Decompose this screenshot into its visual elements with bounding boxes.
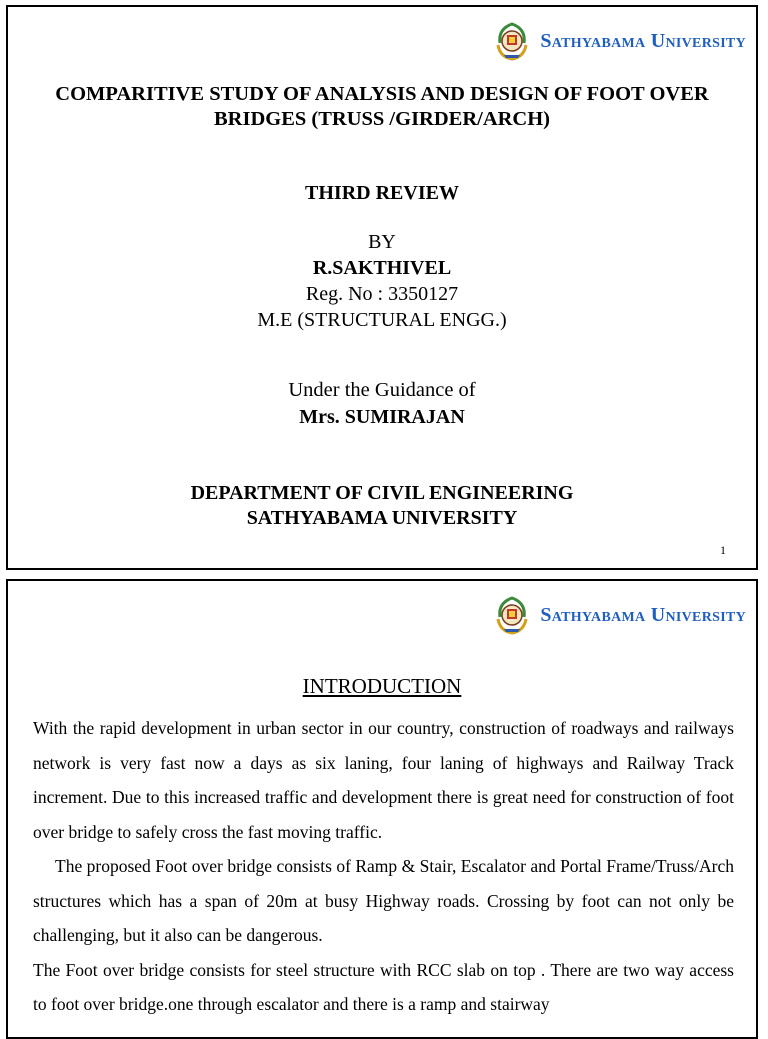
student-name: R.SAKTHIVEL — [312, 257, 452, 279]
paragraph: The proposed Foot over bridge consists of Ramp & Stair, Escalator and Portal Frame/Truss/Arch structures which has a span of 20m at busy Highway roads. Crossing by foot can not only be challenging, but it also can be dangerous. — [33, 856, 734, 945]
university-name: Sathyabama University — [540, 603, 746, 626]
introduction-slide — [6, 579, 758, 1039]
section-heading: INTRODUCTION — [302, 674, 462, 698]
university-name: Sathyabama University — [540, 29, 746, 52]
university-brand — [494, 21, 746, 61]
paragraph: With the rapid development in urban sector in our country, construction of roadways and railways network is very fast now a days as six laning, four laning of highways and Railway Track increment. Due to this increased traffic and development there is great need for construction of foot over bridge to safely cross the fast moving traffic. — [33, 718, 734, 842]
title-slide — [6, 5, 758, 570]
guide-name: Mrs. SUMIRAJAN — [299, 406, 465, 428]
thesis-title: COMPARITIVE STUDY OF ANALYSIS AND DESIGN OF FOOT OVER BRIDGES (TRUSS /GIRDER/ARCH) — [55, 83, 709, 130]
guidance-label: Under the Guidance of — [288, 379, 476, 401]
registration-number: Reg. No : 3350127 — [305, 283, 459, 305]
degree: M.E (STRUCTURAL ENGG.) — [257, 309, 507, 331]
university-crest-icon — [494, 595, 530, 635]
university-brand — [494, 595, 746, 635]
department-name: DEPARTMENT OF CIVIL ENGINEERING — [190, 482, 574, 504]
department-block — [8, 481, 756, 531]
paragraph: The Foot over bridge consists for steel structure with RCC slab on top . There are two way access to foot over bridge.one through escalator and there is a ramp and stairway — [33, 959, 734, 1014]
university-full-name: SATHYABAMA UNIVERSITY — [246, 507, 518, 529]
university-crest-icon — [494, 21, 530, 61]
review-label: THIRD REVIEW — [305, 182, 459, 204]
page-number: 1 — [720, 543, 726, 557]
introduction-body — [33, 711, 734, 1022]
by-label: BY — [368, 231, 396, 253]
